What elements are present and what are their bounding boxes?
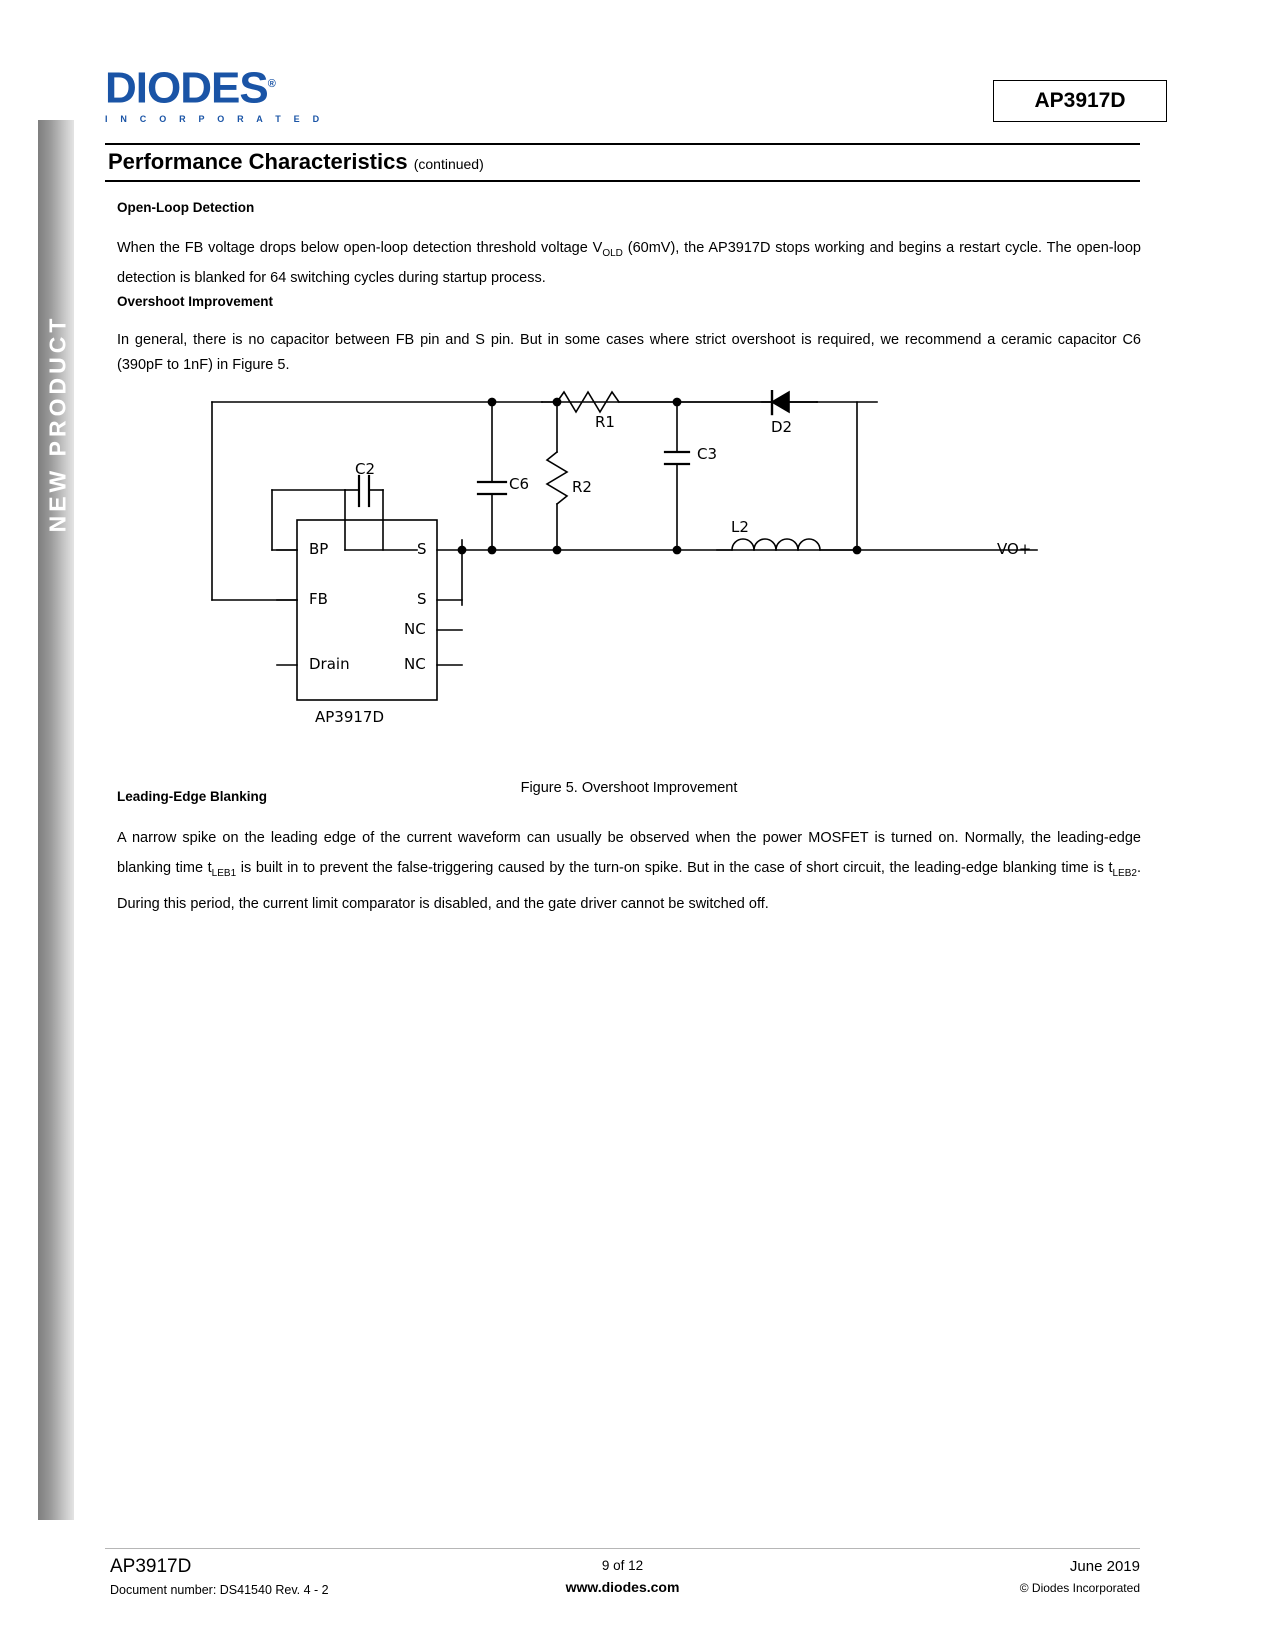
paragraph-leading-edge-blanking <box>117 823 1141 919</box>
footer-rule <box>105 1548 1140 1549</box>
leb-text-2: is built in to prevent the false-triggering caused by the turn-on spike. But in the case of short circuit, the leading-edge blanking time is t <box>236 860 1113 876</box>
pin-label-s2: S <box>417 590 427 608</box>
figure-5-overshoot-improvement <box>117 390 1141 735</box>
footer-right <box>1020 1558 1140 1595</box>
title-rule-bottom <box>105 180 1140 182</box>
label-c6: C6 <box>509 475 530 493</box>
leb-text-1: A narrow spike on the leading edge of the current waveform can usually be observed when the power MOSFET is turned on. Normally, the leading-edge blanking time t <box>117 830 1141 876</box>
label-vo-plus: VO+ <box>997 540 1032 558</box>
registered-trademark-icon: ® <box>267 78 275 90</box>
footer-part-number: AP3917D <box>110 1556 192 1577</box>
new-product-label: NEW PRODUCT <box>44 314 71 533</box>
label-r1: R1 <box>595 413 615 431</box>
leb-subscript-2: LEB2 <box>1112 867 1137 879</box>
heading-overshoot-improvement: Overshoot Improvement <box>117 294 274 309</box>
pin-label-s1: S <box>417 540 427 558</box>
diodes-logo <box>105 62 340 122</box>
leb-subscript-1: LEB1 <box>211 867 237 879</box>
footer-page-number: 9 of 12 <box>601 1558 644 1573</box>
label-l2: L2 <box>731 518 749 536</box>
part-number-label: AP3917D <box>1034 89 1126 112</box>
heading-open-loop-detection: Open-Loop Detection <box>117 200 255 215</box>
title-rule-top <box>105 143 1140 145</box>
pin-label-bp: BP <box>309 540 329 558</box>
pin-label-nc1: NC <box>404 620 426 638</box>
page-title-text: Performance Characteristics <box>108 149 408 174</box>
footer-date: June 2019 <box>1069 1558 1140 1575</box>
figure-5-schematic <box>117 390 1141 735</box>
olp-subscript: OLD <box>602 247 623 259</box>
footer-copyright: © Diodes Incorporated <box>1019 1581 1140 1595</box>
part-number-box <box>993 80 1167 122</box>
pin-label-fb: FB <box>309 590 328 608</box>
logo-wordmark <box>105 62 340 111</box>
paragraph-overshoot-improvement: In general, there is no capacitor between FB pin and S pin. But in some cases where strict overshoot is required, we recommend a ceramic capacitor C6 (390pF to 1nF) in Figure 5. <box>117 332 1141 373</box>
logo-subtext: I N C O R P O R A T E D <box>105 113 325 124</box>
logo-word-text: DIODES <box>105 63 268 113</box>
figure-5-caption: Figure 5. Overshoot Improvement <box>520 780 738 796</box>
paragraph-open-loop-detection <box>117 236 1141 291</box>
label-r2: R2 <box>572 478 592 496</box>
footer-website-link[interactable]: www.diodes.com <box>565 1579 680 1595</box>
leb-text-3: . During this period, the current limit comparator is disabled, and the gate driver cannot be switched off. <box>117 860 1141 912</box>
pin-label-drain: Drain <box>309 655 350 673</box>
label-c3: C3 <box>697 445 718 463</box>
page-footer <box>105 1556 1140 1616</box>
heading-leading-edge-blanking: Leading-Edge Blanking <box>117 789 268 804</box>
page-title <box>108 149 484 175</box>
ic-name-label: AP3917D <box>315 708 385 726</box>
new-product-sidebar <box>38 120 74 1520</box>
label-c2: C2 <box>355 460 376 478</box>
pin-label-nc2: NC <box>404 655 426 673</box>
olp-text-pre: When the FB voltage drops below open-loop detection threshold voltage V <box>117 240 603 256</box>
label-d2: D2 <box>771 418 793 436</box>
footer-center <box>105 1558 1140 1595</box>
page-title-continued: (continued) <box>413 156 484 172</box>
olp-text-post: (60mV), the AP3917D stops working and begins a restart cycle. The open-loop detection is blanked for 64 switching cycles during startup process. <box>117 240 1141 286</box>
footer-document-number: Document number: DS41540 Rev. 4 - 2 <box>110 1583 329 1597</box>
